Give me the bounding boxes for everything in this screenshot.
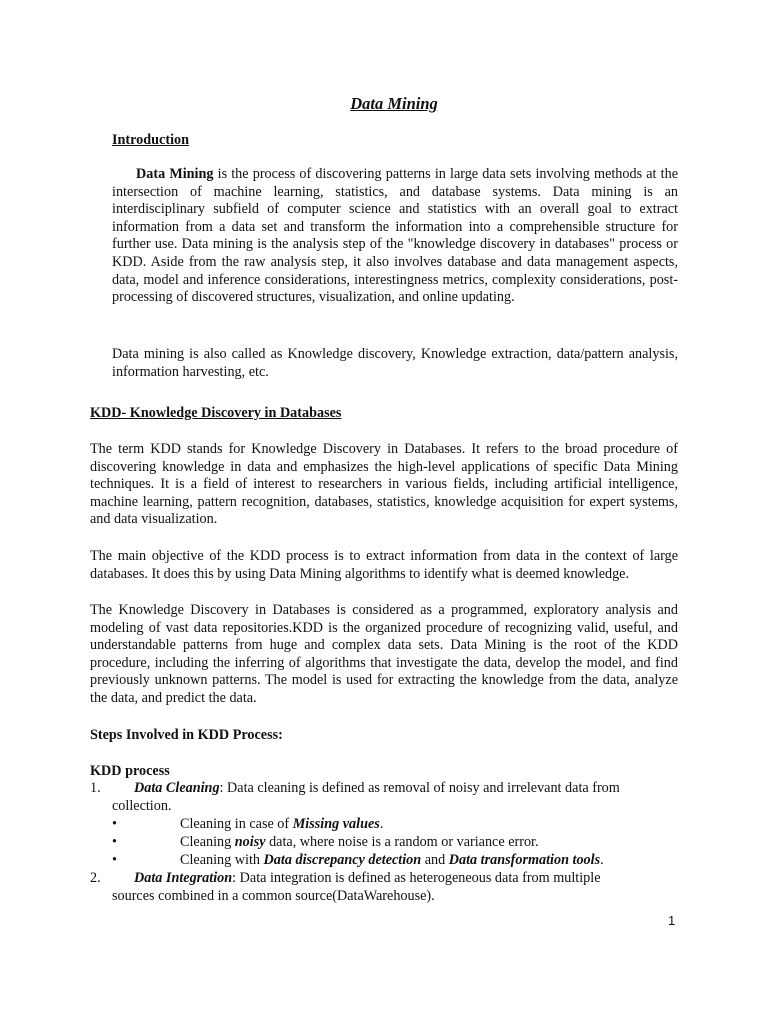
steps-heading: Steps Involved in KDD Process: — [90, 727, 283, 743]
data-integration-term: Data Integration — [134, 870, 233, 886]
list-item-continuation: sources combined in a common source(DataWarehouse). — [112, 888, 435, 904]
page-title: Data Mining — [350, 94, 438, 113]
list-item-text — [134, 780, 620, 798]
bullet-text-pre: Cleaning in case of — [180, 816, 293, 832]
transformation-term: Data transformation tools — [448, 852, 601, 868]
bullet-icon: • — [112, 834, 117, 850]
introduction-paragraph-1-text: is the process of discovering patterns in large data sets involving methods at the intersection of machine learning, statistics, and database systems. Data mining is an interdisciplinary subfield of computer science and statistics with an overall goal to extract information from a data set and transform the information into a comprehensible structure for further use. Data mining is the analysis step of the "knowledge discovery in databases" process or KDD. Aside from the raw analysis step, it also involves database and data management aspects, data, model and inference considerations, interestingness metrics, complexity considerations, post-processing of discovered structures, visualization, and online updating. — [112, 166, 678, 306]
bullet-text — [180, 834, 539, 852]
kdd-paragraph-2: The main objective of the KDD process is to extract information from data in the context of large databases. It does this by using Data Mining algorithms to identify what is deemed knowledge. — [90, 548, 678, 582]
data-cleaning-desc: : Data cleaning is defined as removal of noisy and irrelevant data from — [219, 780, 620, 796]
list-item-continuation: collection. — [112, 798, 172, 814]
data-integration-desc: : Data integration is defined as heterogeneous data from multiple — [232, 870, 601, 886]
noisy-term: noisy — [234, 834, 266, 850]
list-number: 2. — [90, 870, 101, 886]
data-cleaning-term: Data Cleaning — [134, 780, 220, 796]
introduction-paragraph-2: Data mining is also called as Knowledge discovery, Knowledge extraction, data/pattern analysis, information harvesting, etc. — [112, 346, 678, 380]
bullet-text-post: . — [379, 816, 384, 832]
discrepancy-term: Data discrepancy detection — [263, 852, 422, 868]
introduction-heading: Introduction — [112, 132, 189, 148]
bullet-text-pre: Cleaning with — [180, 852, 264, 868]
kdd-paragraph-3: The Knowledge Discovery in Databases is considered as a programmed, exploratory analysis and modeling of vast data repositories.KDD is the organized procedure of recognizing valid, useful, and understandable patterns from huge and complex data sets. Data Mining is the root of the KDD procedure, including the inferring of algorithms that investigate the data, develop the model, and find previously unknown patterns. The model is used for extracting the knowledge from the data, analyze the data, and predict the data. — [90, 602, 678, 706]
data-mining-term: Data Mining — [136, 166, 214, 182]
bullet-text — [180, 816, 383, 834]
list-number: 1. — [90, 780, 101, 796]
kdd-process-label: KDD process — [90, 763, 170, 779]
bullet-icon: • — [112, 816, 117, 832]
bullet-text-post: . — [600, 852, 604, 868]
bullet-text — [180, 852, 604, 870]
bullet-icon: • — [112, 852, 117, 868]
page-number: 1 — [668, 913, 676, 928]
list-item-text — [134, 870, 601, 888]
missing-values-term: Missing values — [292, 816, 380, 832]
bullet-text-post: data, where noise is a random or variance error. — [265, 834, 539, 850]
kdd-heading: KDD- Knowledge Discovery in Databases — [90, 405, 342, 421]
kdd-paragraph-1: The term KDD stands for Knowledge Discovery in Databases. It refers to the broad procedure of discovering knowledge in data and emphasizes the high-level applications of specific Data Mining techniques. It is a field of interest to researchers in various fields, including artificial intelligence, machine learning, pattern recognition, databases, statistics, knowledge acquisition for expert systems, and data visualization. — [90, 441, 678, 528]
bullet-text-pre: Cleaning — [180, 834, 235, 850]
bullet-text-mid: and — [421, 852, 449, 868]
introduction-paragraph-1 — [112, 166, 678, 307]
